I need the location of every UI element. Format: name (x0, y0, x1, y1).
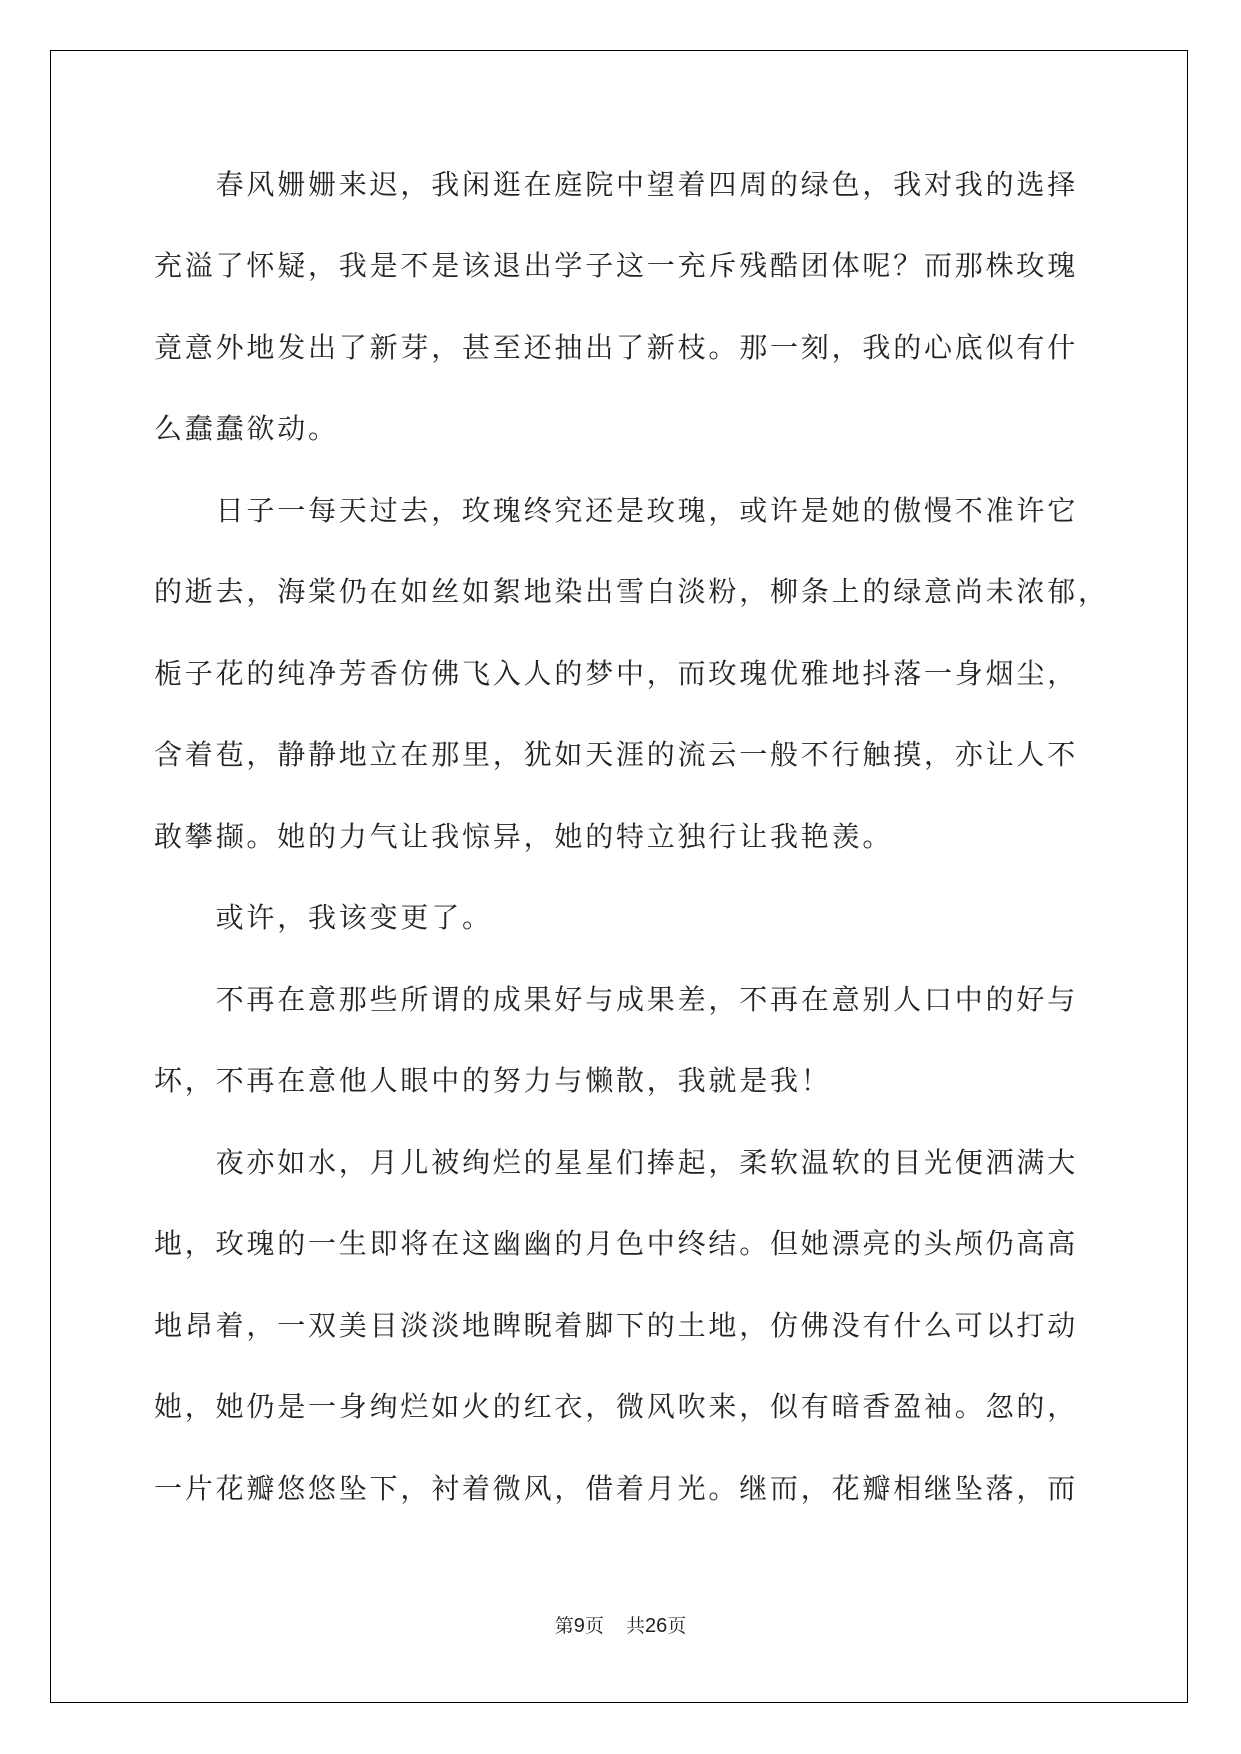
text-line-16: 她，她仍是一身绚烂如火的红衣，微风吹来，似有暗香盈袖。忽的， (154, 1390, 1079, 1423)
text-line-15: 地昂着，一双美目淡淡地睥睨着脚下的土地，仿佛没有什么可以打动 (154, 1309, 1079, 1342)
page-number-current: 9 (573, 1615, 585, 1637)
text-line-2: 充溢了怀疑，我是不是该退出学子这一充斥残酷团体呢？而那株玫瑰 (154, 249, 1079, 282)
text-line-3: 竟意外地发出了新芽，甚至还抽出了新枝。那一刻，我的心底似有什 (154, 331, 1079, 364)
page-number-suffix: 页 (584, 1615, 604, 1637)
text-line-17: 一片花瓣悠悠坠下，衬着微风，借着月光。继而，花瓣相继坠落，而 (154, 1472, 1079, 1505)
page-total-suffix: 页 (667, 1615, 687, 1637)
page-footer (0, 1614, 1241, 1638)
text-line-11: 不再在意那些所谓的成果好与成果差，不再在意别人口中的好与 (154, 983, 1079, 1016)
page-number-prefix: 第 (554, 1615, 574, 1637)
text-line-8: 含着苞，静静地立在那里，犹如天涯的流云一般不行触摸，亦让人不 (154, 738, 1079, 771)
page-total-count: 26 (644, 1615, 668, 1637)
text-line-6: 的逝去，海棠仍在如丝如絮地染出雪白淡粉，柳条上的绿意尚未浓郁， (154, 575, 1109, 608)
text-line-13: 夜亦如水，月儿被绚烂的星星们捧起，柔软温软的目光便洒满大 (154, 1146, 1079, 1179)
text-line-1: 春风姗姗来迟，我闲逛在庭院中望着四周的绿色，我对我的选择 (154, 168, 1079, 201)
text-line-9: 敢攀撷。她的力气让我惊异，她的特立独行让我艳羡。 (154, 820, 894, 853)
text-line-10: 或许，我该变更了。 (154, 901, 493, 934)
text-line-5: 日子一每天过去，玫瑰终究还是玫瑰，或许是她的傲慢不准许它 (154, 494, 1079, 527)
page-total-prefix: 共 (625, 1615, 645, 1637)
text-line-14: 地，玫瑰的一生即将在这幽幽的月色中终结。但她漂亮的头颅仍高高 (154, 1227, 1079, 1260)
text-line-4: 么蠢蠢欲动。 (154, 412, 339, 445)
text-line-12: 坏，不再在意他人眼中的努力与懒散，我就是我！ (154, 1064, 832, 1097)
page-border (50, 50, 1188, 1703)
text-line-7: 栀子花的纯净芳香仿佛飞入人的梦中，而玫瑰优雅地抖落一身烟尘， (154, 657, 1079, 690)
